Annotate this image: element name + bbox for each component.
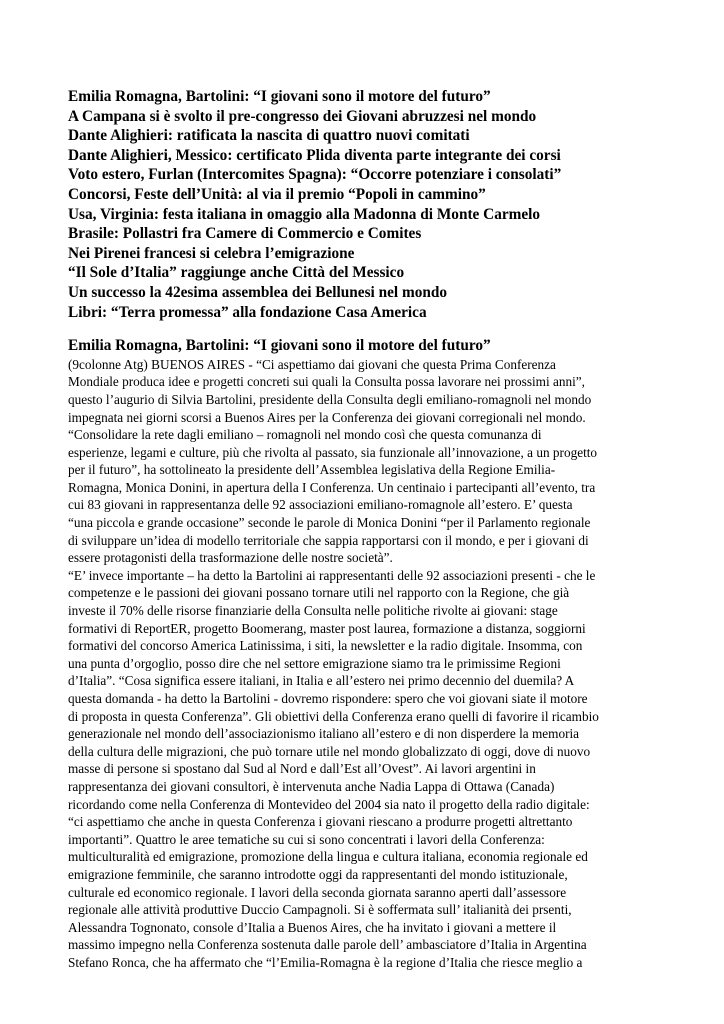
article-line: rappresentanza dei giovani consultori, è intervenuta anche Nadia Lappa di Ottawa (Canada) (68, 778, 555, 794)
article-line: “ci aspettiamo che anche in questa Conferenza i giovani riescano a produrre progetti altrettanto (68, 814, 573, 830)
article-line: competenze e le passioni dei giovani possano tornare utili nel rapporto con la Regione, che già (68, 585, 570, 601)
article-line: importanti”. Quattro le aree tematiche su cui si sono concentrati i lavori della Conferenza: (68, 831, 545, 847)
headline: Usa, Virginia: festa italiana in omaggio alla Madonna di Monte Carmelo (68, 205, 541, 223)
article-line: (9colonne Atg) BUENOS AIRES - “Ci aspettiamo dai giovani che questa Prima Conferenza (68, 356, 556, 372)
article-line: generazionale nel mondo dell’associazionismo italiano all’estero e di non disperdere la memoria (68, 726, 580, 742)
article-line: Romagna, Monica Donini, in apertura della I Conferenza. Un centinaio i partecipanti all’evento, tra (68, 479, 596, 495)
article-line: una punta d’orgoglio, posso dire che nel settore emigrazione siamo tra le primissime Regioni (68, 655, 561, 671)
article-line: questa domanda - ha detto la Bartolini - dovremo rispondere: spero che voi giovani siate il motore (68, 691, 588, 706)
article-line: “Consolidare la rete dagli emiliano – romagnoli nel mondo così che questa comunanza di (68, 427, 542, 443)
article-line: della cultura delle migrazioni, che può tornare utile nel mondo globalizzato di oggi, dove di nuovo (68, 743, 591, 759)
article-line: d’Italia”. “Cosa significa essere italiani, in Italia e all’estero nei primo decennio del duemila? A (68, 673, 575, 689)
headline: Dante Alighieri: ratificata la nascita di quattro nuovi comitati (68, 127, 470, 145)
article-line: impegnata nei giorni scorsi a Buenos Aires per la Conferenza dei giovani corregionali nel mondo. (68, 409, 586, 425)
article-line: Alessandra Tognonato, console d’Italia a Buenos Aires, che ha invitato i giovani a mettere il (68, 919, 557, 935)
article-title: Emilia Romagna, Bartolini: “I giovani sono il motore del futuro” (68, 337, 491, 355)
headline: A Campana si è svolto il pre-congresso dei Giovani abruzzesi nel mondo (68, 107, 537, 125)
article-line: questo l’augurio di Silvia Bartolini, presidente della Consulta degli emiliano-romagnoli nel mondo (68, 391, 592, 407)
headline: Libri: “Terra promessa” alla fondazione Casa America (68, 303, 427, 321)
headline-list (68, 87, 668, 322)
article-line: “una piccola e grande occasione” seconde le parole di Monica Donini “per il Parlamento regionale (68, 515, 591, 531)
headline: Emilia Romagna, Bartolini: “I giovani sono il motore del futuro” (68, 88, 491, 105)
article-line: di sviluppare un’idea di modello territoriale che sappia rapportarsi con il mondo, e per i giovani di (68, 532, 589, 548)
article-line: massimo impegno nella Conferenza sostenuta dalle parole dell’ ambasciatore d’Italia in Argentina (68, 937, 587, 953)
article-body (68, 356, 668, 972)
article-line: emigrazione femminile, che saranno introdotte oggi da rappresentanti del mondo istituzionale, (68, 866, 568, 882)
article-line: formativi del concorso America Latinissima, i siti, la newsletter e la radio digitale. Insomma, con (68, 638, 583, 654)
document-page (68, 87, 668, 972)
article-line: di proposta in questa Conferenza”. Gli obiettivi della Conferenza erano quelli di favorire il ricambio (68, 708, 599, 724)
article-line: regionale alle attività produttive Duccio Campagnoli. Si è soffermata sull’ italianità dei prsenti, (68, 902, 572, 918)
article-line: “E’ invece importante – ha detto la Bartolini ai rappresentanti delle 92 associazioni presenti - che le (68, 567, 596, 583)
article-line: multiculturalità ed emigrazione, promozione della lingua e cultura italiana, economia regionale ed (68, 849, 588, 865)
headline: “Il Sole d’Italia” raggiunge anche Città del Messico (68, 264, 405, 282)
article-line: formativi di ReportER, progetto Boomerang, master post laurea, formazione a distanza, soggiorni (68, 620, 586, 636)
headline: Nei Pirenei francesi si celebra l’emigrazione (68, 244, 355, 262)
headline: Concorsi, Feste dell’Unità: al via il premio “Popoli in cammino” (68, 185, 486, 203)
article-line: culturale ed economico regionale. I lavori della seconda giornata saranno aperti dall’assessore (68, 884, 567, 900)
article-line: Mondiale produca idee e progetti concreti sui quali la Consulta possa lavorare nei prossimi anni”, (68, 374, 585, 390)
headline: Voto estero, Furlan (Intercomites Spagna): “Occorre potenziare i consolati” (68, 166, 562, 184)
headline: Un successo la 42esima assemblea dei Bellunesi nel mondo (68, 283, 448, 301)
article-line: investe il 70% delle risorse finanziarie della Consulta nelle politiche rivolte ai giovani: stage (68, 603, 558, 619)
article-line: essere protagonisti della trasformazione delle nostre società”. (68, 550, 393, 566)
article-line: esperienze, legami e culture, più che rivolta al passato, sia funzionale all’innovazione, a un progetto (68, 444, 598, 460)
article-line: per il futuro”, ha sottolineato la presidente dell’Assemblea legislativa della Regione Emilia- (68, 462, 556, 478)
article-line: ricordando come nella Conferenza di Montevideo del 2004 sia nato il progetto della radio digitale: (68, 796, 590, 812)
headline: Dante Alighieri, Messico: certificato Plida diventa parte integrante dei corsi (68, 146, 561, 164)
article-line: cui 83 giovani in rappresentanza delle 92 associazioni emiliano-romagnole all’estero. E’ questa (68, 497, 573, 513)
headline: Brasile: Pollastri fra Camere di Commercio e Comites (68, 225, 422, 243)
article-line: Stefano Ronca, che ha affermato che “l’Emilia-Romagna è la regione d’Italia che riesce meglio a (68, 954, 583, 970)
article-line: masse di persone si spostano dal Sud al Nord e dall’Est all’Ovest”. Ai lavori argentini in (68, 761, 536, 777)
